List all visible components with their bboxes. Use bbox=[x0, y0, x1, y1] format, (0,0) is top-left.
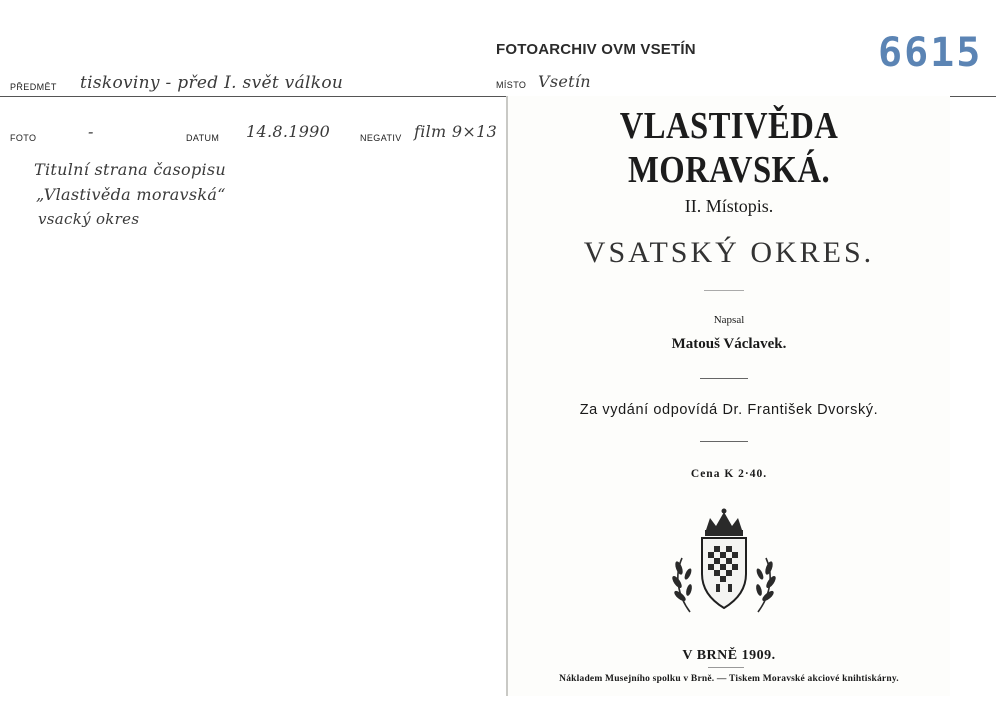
archive-title: FOTOARCHIV OVM VSETÍN bbox=[496, 41, 696, 58]
note-line-2: „Vlastivěda moravská“ bbox=[36, 185, 226, 204]
date-label: DATUM bbox=[186, 133, 220, 143]
divider-1 bbox=[704, 290, 744, 291]
divider-4 bbox=[708, 667, 744, 668]
imprint-line: Nákladem Musejního spolku v Brně. — Tiskem Moravské akciové knihtiskárny. bbox=[559, 674, 899, 684]
note-line-3: vsacký okres bbox=[38, 210, 140, 228]
divider-2 bbox=[700, 378, 748, 379]
author-label: Napsal bbox=[713, 314, 745, 326]
city-year: V BRNĚ 1909. bbox=[682, 648, 776, 663]
subject-label: PŘEDMĚT bbox=[10, 82, 57, 92]
photo-label: FOTO bbox=[10, 133, 37, 143]
part-heading: II. Místopis. bbox=[684, 196, 774, 216]
note-line-1: Titulní strana časopisu bbox=[34, 160, 227, 179]
divider-3 bbox=[700, 441, 748, 442]
catalog-number-stamp: 6615 bbox=[878, 30, 983, 76]
subject-value: tiskoviny - před I. svět válkou bbox=[80, 73, 344, 93]
editor-line: Za vydání odpovídá Dr. František Dvorský. bbox=[579, 402, 879, 418]
district-title: VSATSKÝ OKRES. bbox=[583, 236, 875, 269]
place-value: Vsetín bbox=[538, 72, 591, 91]
photo-value: - bbox=[88, 122, 94, 141]
place-label: MÍSTO bbox=[496, 80, 527, 90]
author-name: Matouš Václavek. bbox=[671, 336, 787, 352]
negative-value: film 9×13 bbox=[414, 122, 498, 141]
negative-label: NEGATIV bbox=[360, 133, 402, 143]
date-value: 14.8.1990 bbox=[246, 122, 331, 141]
main-title: VLASTIVĚDA MORAVSKÁ. bbox=[619, 105, 839, 191]
coat-of-arms-emblem bbox=[668, 506, 780, 622]
price: Cena K 2·40. bbox=[690, 468, 768, 480]
